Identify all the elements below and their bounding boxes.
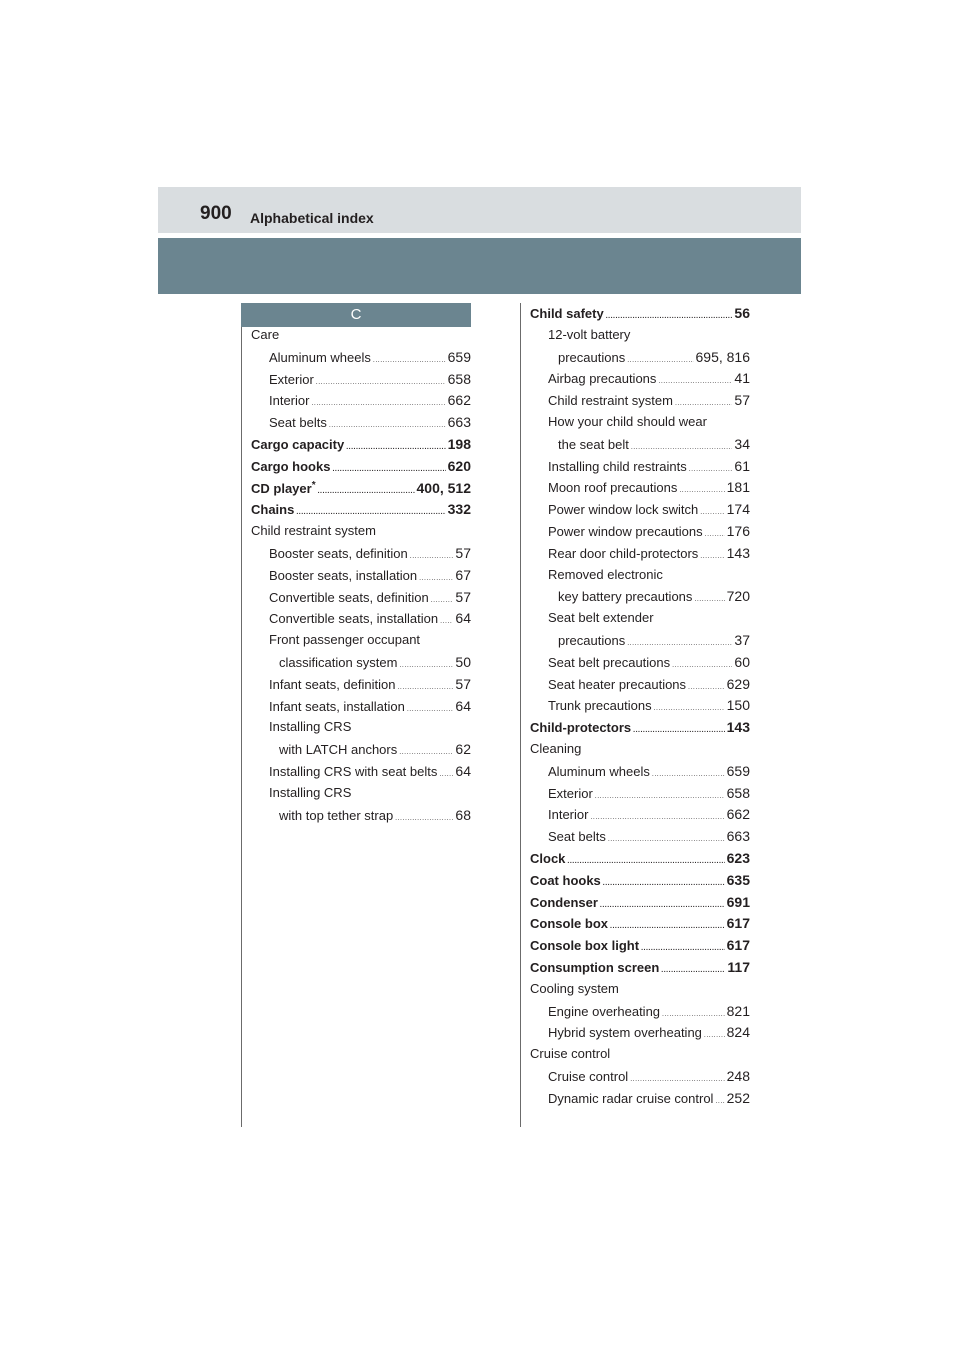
index-entry — [251, 436, 471, 458]
dot-leader — [316, 379, 446, 386]
index-entry-label — [269, 677, 395, 692]
index-entry-text: Coat hooks — [530, 872, 601, 888]
index-entry-page: 629 — [726, 675, 750, 692]
index-entry-text: with LATCH anchors — [279, 742, 398, 758]
index-entry — [530, 305, 750, 327]
index-entry-page: 150 — [726, 697, 750, 714]
index-entry — [251, 807, 471, 829]
left-column-rule — [241, 303, 242, 1127]
index-entry-page: 658 — [726, 784, 750, 801]
index-entry-page: 64 — [455, 610, 471, 627]
index-entry — [530, 719, 750, 741]
dot-leader — [630, 1076, 724, 1083]
index-entry-text: classification system — [279, 654, 398, 670]
index-entry-label — [269, 393, 309, 408]
index-entry-page: 824 — [726, 1024, 750, 1041]
index-entry — [251, 327, 471, 349]
index-entry-page: 57 — [455, 588, 471, 605]
index-entry-label — [558, 633, 625, 648]
index-entry-text: Installing CRS — [269, 719, 352, 735]
index-entry-label — [558, 437, 629, 452]
index-entry-page: 720 — [726, 588, 750, 605]
index-entry-label — [558, 350, 625, 365]
index-entry-label — [548, 480, 677, 495]
index-entry — [251, 523, 471, 545]
dot-leader — [440, 618, 453, 625]
index-entry-label — [548, 677, 686, 692]
index-entry — [251, 589, 471, 611]
section-title: Alphabetical index — [250, 210, 374, 226]
dot-leader — [332, 466, 445, 473]
index-entry — [251, 763, 471, 785]
index-entry-page: 37 — [734, 631, 750, 648]
index-entry-page: 57 — [734, 392, 750, 409]
index-entry-label — [530, 741, 581, 756]
index-entry — [530, 414, 750, 436]
index-entry-label — [548, 414, 707, 429]
index-entry-text: Cruise control — [548, 1068, 629, 1084]
index-entry-label — [251, 437, 344, 452]
dot-leader — [672, 662, 732, 669]
index-entry — [251, 501, 471, 523]
dot-leader — [595, 793, 725, 800]
index-entry-text: Power window lock switch — [548, 502, 699, 518]
index-entry-page: 659 — [447, 348, 471, 365]
index-entry — [251, 458, 471, 480]
index-entry — [251, 676, 471, 698]
index-entry-page: 332 — [447, 501, 471, 518]
index-entry — [251, 392, 471, 414]
index-entry-text: Seat belt extender — [548, 610, 654, 626]
index-entry — [530, 545, 750, 567]
index-entry-text: Interior — [269, 393, 310, 409]
index-entry-label — [530, 720, 631, 735]
index-entry-page: 176 — [726, 522, 750, 539]
index-entry-text: Seat belts — [548, 829, 606, 845]
index-entry-label — [251, 459, 330, 474]
dot-leader — [715, 1098, 724, 1105]
index-entry-page: 695, 816 — [695, 348, 750, 365]
index-entry-label — [548, 807, 588, 822]
index-entry — [530, 894, 750, 916]
index-entry-label — [548, 786, 593, 801]
dot-leader — [654, 705, 725, 712]
index-entry-label — [269, 699, 405, 714]
index-entry-label — [269, 350, 371, 365]
index-entry — [251, 567, 471, 589]
index-entry-page: 663 — [726, 828, 750, 845]
index-entry-page: 56 — [734, 305, 750, 321]
index-entry-page: 662 — [726, 806, 750, 823]
index-entry-page: 663 — [447, 414, 471, 431]
index-entry — [251, 545, 471, 567]
index-entry-page: 143 — [726, 544, 750, 561]
dot-leader — [700, 509, 724, 516]
index-entry-label — [279, 742, 397, 757]
index-entry — [530, 588, 750, 610]
index-entry-label — [548, 393, 673, 408]
index-entry-text: Condenser — [530, 894, 598, 910]
index-entry-page: 617 — [726, 915, 750, 932]
index-entry-text: Exterior — [548, 785, 593, 801]
right-column-rule — [520, 303, 521, 1127]
index-entry-label — [548, 1025, 702, 1040]
dot-leader — [603, 880, 725, 887]
dot-leader — [675, 400, 732, 407]
index-entry-label — [548, 1004, 660, 1019]
index-entry-page: 50 — [455, 653, 471, 670]
index-entry-text: Seat belts — [269, 415, 327, 431]
index-entry-label — [279, 808, 393, 823]
index-entry-text: Seat belt precautions — [548, 654, 671, 670]
index-entry — [530, 501, 750, 523]
index-entry — [530, 654, 750, 676]
index-entry-page: 64 — [455, 762, 471, 779]
index-entry-text: Installing CRS with seat belts — [269, 763, 438, 779]
index-entry-label — [530, 938, 639, 953]
dot-leader — [600, 902, 725, 909]
index-entry-page: 62 — [455, 741, 471, 758]
index-entry-text: Booster seats, definition — [269, 545, 408, 561]
index-entry-label — [548, 698, 652, 713]
index-entry — [530, 610, 750, 632]
index-entry-text: Removed electronic — [548, 566, 663, 582]
dot-leader — [610, 923, 725, 930]
index-entry-page: 143 — [726, 719, 750, 736]
dot-leader — [346, 444, 445, 451]
index-entry-text: precautions — [558, 349, 626, 365]
index-entry — [530, 959, 750, 981]
index-entry — [251, 654, 471, 676]
index-entry — [530, 676, 750, 698]
index-entry-label — [269, 764, 437, 779]
index-entry — [530, 1068, 750, 1090]
dot-leader — [373, 357, 446, 364]
index-entry-label — [548, 459, 687, 474]
index-entry-label — [548, 371, 656, 386]
index-entry-label — [269, 785, 351, 800]
dot-leader — [311, 400, 445, 407]
index-entry — [251, 698, 471, 720]
index-entry-text: Convertible seats, definition — [269, 589, 429, 605]
index-entry-label — [269, 632, 420, 647]
dot-leader — [407, 706, 454, 713]
index-entry-text: Front passenger occupant — [269, 632, 421, 648]
index-column-right — [530, 305, 750, 1111]
index-entry-text: with top tether strap — [279, 807, 394, 823]
index-entry — [251, 349, 471, 371]
index-entry-label — [251, 523, 376, 538]
index-entry-page: 68 — [455, 806, 471, 823]
index-entry-page: 34 — [734, 435, 750, 452]
dot-leader — [590, 814, 724, 821]
index-entry-page: 620 — [447, 457, 471, 474]
index-entry — [530, 1090, 750, 1112]
index-entry-text: Consumption screen — [530, 959, 660, 975]
index-entry-page: 60 — [734, 653, 750, 670]
dot-leader — [567, 858, 724, 865]
index-entry-text: Chains — [251, 502, 295, 518]
index-entry-text: Child-protectors — [530, 720, 632, 736]
dot-leader — [318, 488, 415, 495]
index-entry-text: Child safety — [530, 306, 604, 321]
index-entry-label — [548, 1091, 713, 1106]
index-entry — [251, 480, 471, 502]
index-entry-text: Care — [251, 327, 280, 342]
dot-leader — [631, 444, 733, 451]
dot-leader — [633, 727, 725, 734]
index-entry-label — [530, 306, 604, 321]
index-entry-label — [530, 895, 598, 910]
index-entry-label — [548, 327, 630, 342]
dot-leader — [399, 662, 453, 669]
index-entry-text: Rear door child-protectors — [548, 545, 699, 561]
dot-leader — [431, 597, 454, 604]
index-entry — [530, 850, 750, 872]
index-entry-page: 181 — [726, 479, 750, 496]
index-entry-label — [548, 829, 606, 844]
index-entry-label — [548, 1069, 628, 1084]
index-entry-label — [530, 981, 619, 996]
index-entry-label — [279, 655, 397, 670]
index-entry-label — [548, 502, 698, 517]
index-entry — [530, 567, 750, 589]
index-entry-text: Engine overheating — [548, 1003, 661, 1019]
index-entry-page: 821 — [726, 1002, 750, 1019]
index-entry — [530, 1024, 750, 1046]
dot-leader — [606, 313, 733, 320]
index-entry-page: 248 — [726, 1067, 750, 1084]
index-entry — [251, 632, 471, 654]
dot-leader — [705, 531, 725, 538]
index-entry — [251, 610, 471, 632]
index-entry-page: 64 — [455, 697, 471, 714]
index-entry-label — [548, 764, 650, 779]
index-entry-label — [558, 589, 692, 604]
dot-leader — [700, 553, 724, 560]
index-entry-text: Cargo capacity — [251, 436, 345, 452]
dot-leader — [688, 684, 725, 691]
index-entry — [530, 523, 750, 545]
index-entry-page: 67 — [455, 566, 471, 583]
index-entry — [530, 1046, 750, 1068]
index-entry-page: 174 — [726, 501, 750, 518]
index-entry — [530, 915, 750, 937]
index-entry-text: Power window precautions — [548, 523, 703, 539]
index-entry-text: Cleaning — [530, 740, 582, 756]
index-entry-label — [251, 481, 316, 496]
index-entry-label — [251, 327, 279, 342]
index-entry-text: Convertible seats, installation — [269, 611, 439, 627]
index-column-left — [251, 327, 471, 828]
index-entry-text: Console box — [530, 916, 609, 932]
index-entry-text: Cargo hooks — [251, 458, 331, 474]
index-entry — [251, 414, 471, 436]
index-entry-label — [269, 372, 314, 387]
index-entry — [530, 981, 750, 1003]
index-entry-page: 662 — [447, 392, 471, 409]
index-letter-heading: C — [241, 303, 471, 327]
index-entry-page: 57 — [455, 675, 471, 692]
dot-leader — [662, 1011, 725, 1018]
index-entry-text: Dynamic radar cruise control — [548, 1090, 714, 1106]
index-entry — [251, 785, 471, 807]
index-entry — [530, 785, 750, 807]
index-entry-text: Installing CRS — [269, 784, 352, 800]
index-entry-label — [548, 655, 670, 670]
index-entry — [530, 697, 750, 719]
dot-leader — [410, 553, 454, 560]
index-entry-label — [548, 610, 654, 625]
index-entry-text: CD player — [251, 480, 312, 496]
index-entry-label — [269, 568, 417, 583]
index-entry-label — [530, 851, 565, 866]
index-entry-label — [530, 916, 608, 931]
index-entry-page: 61 — [734, 457, 750, 474]
index-entry-label — [548, 524, 703, 539]
dot-leader — [652, 771, 725, 778]
index-entry-text: Interior — [548, 807, 589, 823]
index-entry-text: Airbag precautions — [548, 371, 657, 387]
dot-leader — [395, 815, 453, 822]
page-number: 900 — [200, 203, 232, 224]
index-entry-label — [269, 611, 438, 626]
dot-leader — [399, 749, 453, 756]
dot-leader — [704, 1032, 725, 1039]
index-entry-page: 41 — [734, 370, 750, 387]
index-entry-text: the seat belt — [558, 436, 629, 452]
dot-leader — [641, 945, 725, 952]
index-entry-text: key battery precautions — [558, 589, 693, 605]
index-entry-page: 400, 512 — [416, 479, 471, 496]
index-entry-page: 635 — [726, 871, 750, 888]
index-entry-label — [251, 502, 294, 517]
index-entry — [530, 458, 750, 480]
index-entry — [530, 436, 750, 458]
index-entry-text: Aluminum wheels — [269, 349, 371, 365]
index-entry — [530, 327, 750, 349]
index-entry-page: 659 — [726, 762, 750, 779]
index-entry — [530, 392, 750, 414]
index-entry — [530, 763, 750, 785]
index-entry-text: Exterior — [269, 371, 314, 387]
index-entry-label — [530, 873, 601, 888]
index-entry — [530, 937, 750, 959]
index-entry-label — [269, 590, 429, 605]
index-entry-page: 57 — [455, 544, 471, 561]
index-entry — [251, 719, 471, 741]
index-entry-page: 623 — [726, 849, 750, 866]
dot-leader — [608, 836, 725, 843]
index-entry-text: Trunk precautions — [548, 698, 652, 714]
index-entry-page: 691 — [726, 893, 750, 910]
index-entry-label — [269, 415, 327, 430]
index-entry-text: Aluminum wheels — [548, 763, 650, 779]
index-entry-page: 252 — [726, 1089, 750, 1106]
dot-leader — [627, 640, 732, 647]
index-entry-text: 12-volt battery — [548, 326, 631, 342]
dot-leader — [627, 357, 693, 364]
index-entry — [530, 632, 750, 654]
index-entry-label — [530, 960, 659, 975]
index-entry-label — [269, 546, 408, 561]
dot-leader — [397, 684, 453, 691]
index-entry-text: Booster seats, installation — [269, 567, 418, 583]
index-entry — [530, 806, 750, 828]
index-entry-label — [530, 1046, 610, 1061]
dot-leader — [439, 771, 453, 778]
dot-leader — [658, 378, 732, 385]
index-entry-text: Installing child restraints — [548, 458, 687, 474]
footnote-marker: * — [311, 479, 316, 491]
index-entry — [530, 370, 750, 392]
index-entry-text: Clock — [530, 850, 566, 866]
index-entry-text: precautions — [558, 632, 626, 648]
index-entry — [530, 872, 750, 894]
index-entry-page: 198 — [447, 435, 471, 452]
decorative-band — [158, 238, 801, 294]
index-entry-text: How your child should wear — [548, 413, 707, 429]
index-entry-text: Seat heater precautions — [548, 676, 687, 692]
index-entry-text: Child restraint system — [548, 393, 673, 409]
index-entry-text: Infant seats, installation — [269, 698, 405, 714]
dot-leader — [694, 596, 724, 603]
dot-leader — [419, 575, 453, 582]
dot-leader — [679, 487, 724, 494]
dot-leader — [296, 509, 445, 516]
index-entry — [530, 349, 750, 371]
index-entry-page: 617 — [726, 937, 750, 954]
index-entry — [251, 741, 471, 763]
dot-leader — [689, 466, 733, 473]
index-entry-text: Child restraint system — [251, 523, 376, 539]
dot-leader — [661, 967, 725, 974]
index-entry — [251, 371, 471, 393]
dot-leader — [329, 422, 446, 429]
index-entry — [530, 479, 750, 501]
index-entry-label — [548, 546, 698, 561]
index-entry-text: Cruise control — [530, 1046, 611, 1062]
index-entry-text: Infant seats, definition — [269, 676, 396, 692]
index-entry-text: Cooling system — [530, 980, 619, 996]
index-entry-text: Hybrid system overheating — [548, 1025, 702, 1041]
index-entry — [530, 828, 750, 850]
index-entry-page: 658 — [447, 370, 471, 387]
index-entry — [530, 741, 750, 763]
index-entry-page: 117 — [727, 958, 750, 975]
index-entry-label — [548, 567, 663, 582]
index-entry-text: Moon roof precautions — [548, 480, 678, 496]
index-entry-text: Console box light — [530, 938, 640, 954]
index-entry-label — [269, 719, 351, 734]
index-entry — [530, 1003, 750, 1025]
